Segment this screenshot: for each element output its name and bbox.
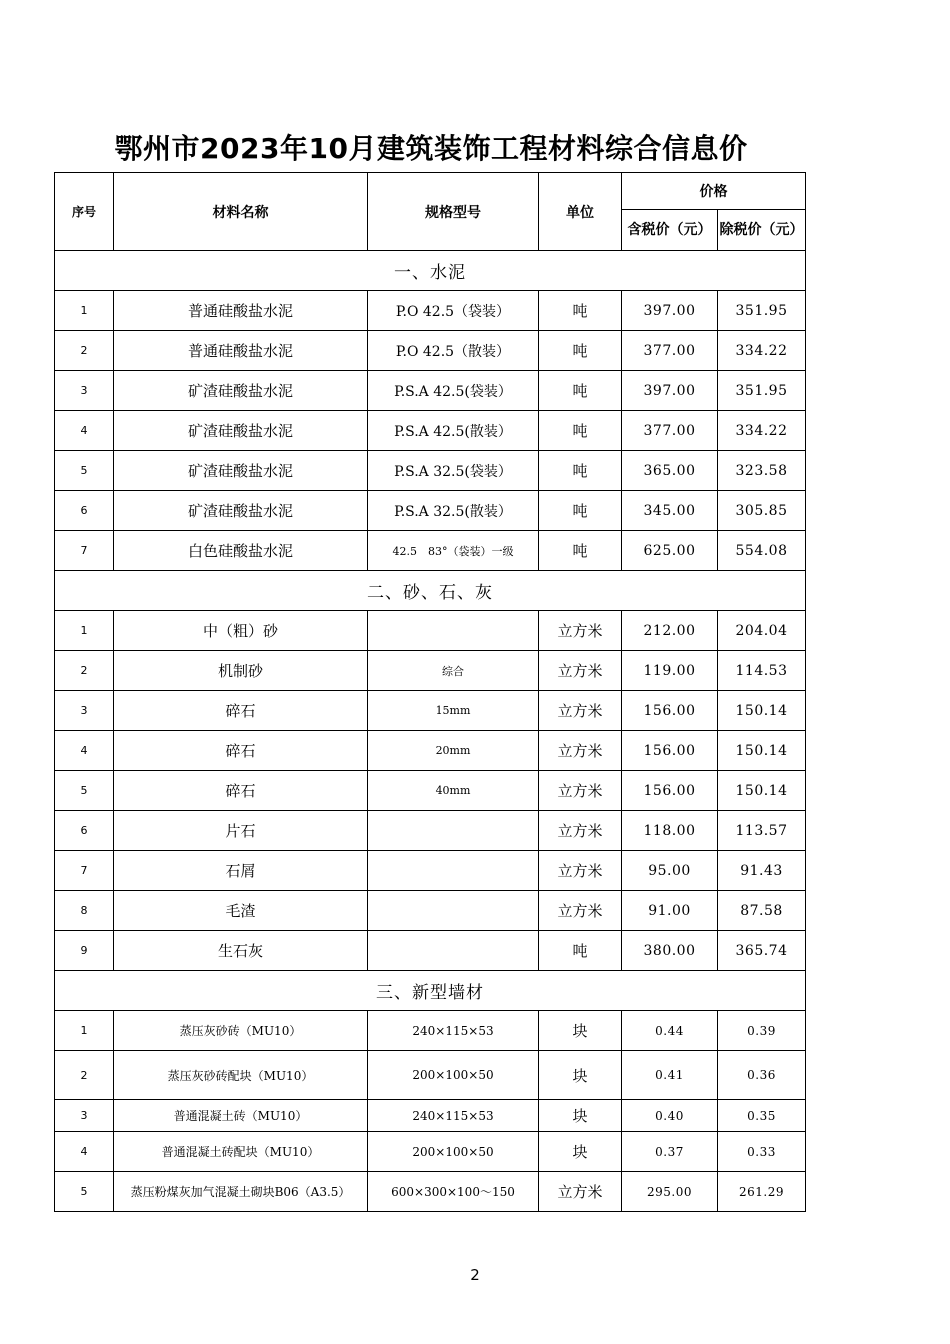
seq-cell: 9 <box>55 931 114 971</box>
section-row <box>55 571 806 611</box>
spec-cell: 240×115×53 <box>368 1100 539 1132</box>
price-with-tax-cell: 365.00 <box>622 451 718 491</box>
price-without-tax-cell: 204.04 <box>718 611 806 651</box>
material-name-cell: 生石灰 <box>114 931 368 971</box>
section-row <box>55 971 806 1011</box>
price-without-tax-cell: 334.22 <box>718 331 806 371</box>
price-with-tax-cell: 380.00 <box>622 931 718 971</box>
header-name: 材料名称 <box>114 173 368 251</box>
unit-cell: 立方米 <box>539 1172 622 1212</box>
seq-cell: 7 <box>55 851 114 891</box>
header-with-tax: 含税价（元） <box>622 210 718 251</box>
unit-cell: 块 <box>539 1100 622 1132</box>
price-without-tax-cell: 365.74 <box>718 931 806 971</box>
price-with-tax-cell: 118.00 <box>622 811 718 851</box>
price-without-tax-cell: 261.29 <box>718 1172 806 1212</box>
seq-cell: 5 <box>55 451 114 491</box>
spec-cell <box>368 931 539 971</box>
table-row <box>55 1051 806 1100</box>
price-with-tax-cell: 156.00 <box>622 771 718 811</box>
document-title: 鄂州市2023年10月建筑装饰工程材料综合信息价 <box>114 132 748 165</box>
seq-cell: 3 <box>55 691 114 731</box>
price-without-tax-cell: 554.08 <box>718 531 806 571</box>
price-without-tax-cell: 114.53 <box>718 651 806 691</box>
unit-cell: 吨 <box>539 531 622 571</box>
price-without-tax-cell: 150.14 <box>718 771 806 811</box>
price-with-tax-cell: 156.00 <box>622 691 718 731</box>
seq-cell: 1 <box>55 611 114 651</box>
spec-cell: P.S.A 32.5(散装） <box>368 491 539 531</box>
material-name-cell: 片石 <box>114 811 368 851</box>
seq-cell: 4 <box>55 411 114 451</box>
seq-cell: 5 <box>55 771 114 811</box>
price-without-tax-cell: 351.95 <box>718 371 806 411</box>
spec-cell <box>368 891 539 931</box>
seq-cell: 3 <box>55 371 114 411</box>
table-row <box>55 451 806 491</box>
table-row <box>55 1132 806 1172</box>
price-with-tax-cell: 377.00 <box>622 411 718 451</box>
material-name-cell: 矿渣硅酸盐水泥 <box>114 411 368 451</box>
price-without-tax-cell: 91.43 <box>718 851 806 891</box>
spec-cell: 40mm <box>368 771 539 811</box>
table-row <box>55 931 806 971</box>
spec-cell <box>368 611 539 651</box>
seq-cell: 4 <box>55 1132 114 1172</box>
price-with-tax-cell: 345.00 <box>622 491 718 531</box>
spec-cell: 15mm <box>368 691 539 731</box>
spec-cell: P.O 42.5（袋装） <box>368 291 539 331</box>
material-name-cell: 毛渣 <box>114 891 368 931</box>
section-title: 一、水泥 <box>55 251 806 291</box>
header-seq: 序号 <box>55 173 114 251</box>
price-with-tax-cell: 397.00 <box>622 371 718 411</box>
price-without-tax-cell: 305.85 <box>718 491 806 531</box>
material-name-cell: 普通硅酸盐水泥 <box>114 291 368 331</box>
material-name-cell: 矿渣硅酸盐水泥 <box>114 371 368 411</box>
spec-cell: P.S.A 42.5(散装） <box>368 411 539 451</box>
material-name-cell: 碎石 <box>114 691 368 731</box>
unit-cell: 立方米 <box>539 611 622 651</box>
table-row <box>55 651 806 691</box>
price-with-tax-cell: 156.00 <box>622 731 718 771</box>
material-name-cell: 机制砂 <box>114 651 368 691</box>
price-without-tax-cell: 0.39 <box>718 1011 806 1051</box>
spec-cell: 综合 <box>368 651 539 691</box>
section-row <box>55 251 806 291</box>
header-price: 价格 <box>622 173 806 210</box>
unit-cell: 吨 <box>539 331 622 371</box>
header-unit: 单位 <box>539 173 622 251</box>
spec-cell: 42.5 83°（袋装）一级 <box>368 531 539 571</box>
table-body <box>55 251 806 1212</box>
unit-cell: 立方米 <box>539 771 622 811</box>
material-name-cell: 蒸压灰砂砖（MU10） <box>114 1011 368 1051</box>
seq-cell: 7 <box>55 531 114 571</box>
price-with-tax-cell: 91.00 <box>622 891 718 931</box>
table-row <box>55 1011 806 1051</box>
seq-cell: 4 <box>55 731 114 771</box>
seq-cell: 2 <box>55 651 114 691</box>
unit-cell: 吨 <box>539 931 622 971</box>
unit-cell: 立方米 <box>539 651 622 691</box>
price-without-tax-cell: 150.14 <box>718 691 806 731</box>
material-name-cell: 碎石 <box>114 731 368 771</box>
unit-cell: 吨 <box>539 491 622 531</box>
spec-cell: 240×115×53 <box>368 1011 539 1051</box>
table-row <box>55 371 806 411</box>
spec-cell: P.S.A 32.5(袋装） <box>368 451 539 491</box>
price-with-tax-cell: 397.00 <box>622 291 718 331</box>
seq-cell: 5 <box>55 1172 114 1212</box>
table-row <box>55 811 806 851</box>
price-with-tax-cell: 0.41 <box>622 1051 718 1100</box>
spec-cell: 600×300×100～150 <box>368 1172 539 1212</box>
unit-cell: 立方米 <box>539 811 622 851</box>
spec-cell: 200×100×50 <box>368 1051 539 1100</box>
material-name-cell: 中（粗）砂 <box>114 611 368 651</box>
price-with-tax-cell: 0.44 <box>622 1011 718 1051</box>
price-without-tax-cell: 334.22 <box>718 411 806 451</box>
table-row <box>55 491 806 531</box>
table-row <box>55 531 806 571</box>
section-title: 二、砂、石、灰 <box>55 571 806 611</box>
unit-cell: 吨 <box>539 371 622 411</box>
page-number: 2 <box>470 1266 480 1284</box>
material-name-cell: 矿渣硅酸盐水泥 <box>114 491 368 531</box>
table-row <box>55 731 806 771</box>
unit-cell: 立方米 <box>539 891 622 931</box>
seq-cell: 6 <box>55 811 114 851</box>
table-row <box>55 611 806 651</box>
spec-cell: 20mm <box>368 731 539 771</box>
seq-cell: 1 <box>55 291 114 331</box>
material-name-cell: 矿渣硅酸盐水泥 <box>114 451 368 491</box>
material-name-cell: 白色硅酸盐水泥 <box>114 531 368 571</box>
material-name-cell: 普通混凝土砖（MU10） <box>114 1100 368 1132</box>
spec-cell: 200×100×50 <box>368 1132 539 1172</box>
material-name-cell: 碎石 <box>114 771 368 811</box>
price-with-tax-cell: 119.00 <box>622 651 718 691</box>
material-name-cell: 蒸压灰砂砖配块（MU10） <box>114 1051 368 1100</box>
price-table <box>54 172 806 1212</box>
seq-cell: 2 <box>55 331 114 371</box>
price-without-tax-cell: 0.33 <box>718 1132 806 1172</box>
table-row <box>55 771 806 811</box>
unit-cell: 吨 <box>539 411 622 451</box>
price-with-tax-cell: 295.00 <box>622 1172 718 1212</box>
seq-cell: 8 <box>55 891 114 931</box>
spec-cell: P.S.A 42.5(袋装） <box>368 371 539 411</box>
price-with-tax-cell: 377.00 <box>622 331 718 371</box>
table-row <box>55 291 806 331</box>
header-without-tax: 除税价（元） <box>718 210 806 251</box>
table-row <box>55 851 806 891</box>
price-with-tax-cell: 625.00 <box>622 531 718 571</box>
table-row <box>55 1100 806 1132</box>
header-spec: 规格型号 <box>368 173 539 251</box>
unit-cell: 立方米 <box>539 851 622 891</box>
spec-cell <box>368 851 539 891</box>
price-without-tax-cell: 150.14 <box>718 731 806 771</box>
table-row <box>55 1172 806 1212</box>
table-row <box>55 691 806 731</box>
unit-cell: 立方米 <box>539 731 622 771</box>
unit-cell: 吨 <box>539 451 622 491</box>
table-row <box>55 411 806 451</box>
material-name-cell: 普通混凝土砖配块（MU10） <box>114 1132 368 1172</box>
price-without-tax-cell: 0.36 <box>718 1051 806 1100</box>
price-with-tax-cell: 0.40 <box>622 1100 718 1132</box>
material-name-cell: 蒸压粉煤灰加气混凝土砌块B06（A3.5） <box>114 1172 368 1212</box>
unit-cell: 块 <box>539 1051 622 1100</box>
spec-cell <box>368 811 539 851</box>
table-row <box>55 891 806 931</box>
section-title: 三、新型墙材 <box>55 971 806 1011</box>
material-name-cell: 石屑 <box>114 851 368 891</box>
price-without-tax-cell: 323.58 <box>718 451 806 491</box>
table-row <box>55 331 806 371</box>
material-name-cell: 普通硅酸盐水泥 <box>114 331 368 371</box>
price-with-tax-cell: 212.00 <box>622 611 718 651</box>
price-without-tax-cell: 351.95 <box>718 291 806 331</box>
unit-cell: 吨 <box>539 291 622 331</box>
unit-cell: 立方米 <box>539 691 622 731</box>
price-without-tax-cell: 113.57 <box>718 811 806 851</box>
spec-cell: P.O 42.5（散装） <box>368 331 539 371</box>
price-with-tax-cell: 0.37 <box>622 1132 718 1172</box>
price-without-tax-cell: 0.35 <box>718 1100 806 1132</box>
seq-cell: 3 <box>55 1100 114 1132</box>
seq-cell: 2 <box>55 1051 114 1100</box>
price-with-tax-cell: 95.00 <box>622 851 718 891</box>
unit-cell: 块 <box>539 1011 622 1051</box>
seq-cell: 6 <box>55 491 114 531</box>
unit-cell: 块 <box>539 1132 622 1172</box>
seq-cell: 1 <box>55 1011 114 1051</box>
price-without-tax-cell: 87.58 <box>718 891 806 931</box>
